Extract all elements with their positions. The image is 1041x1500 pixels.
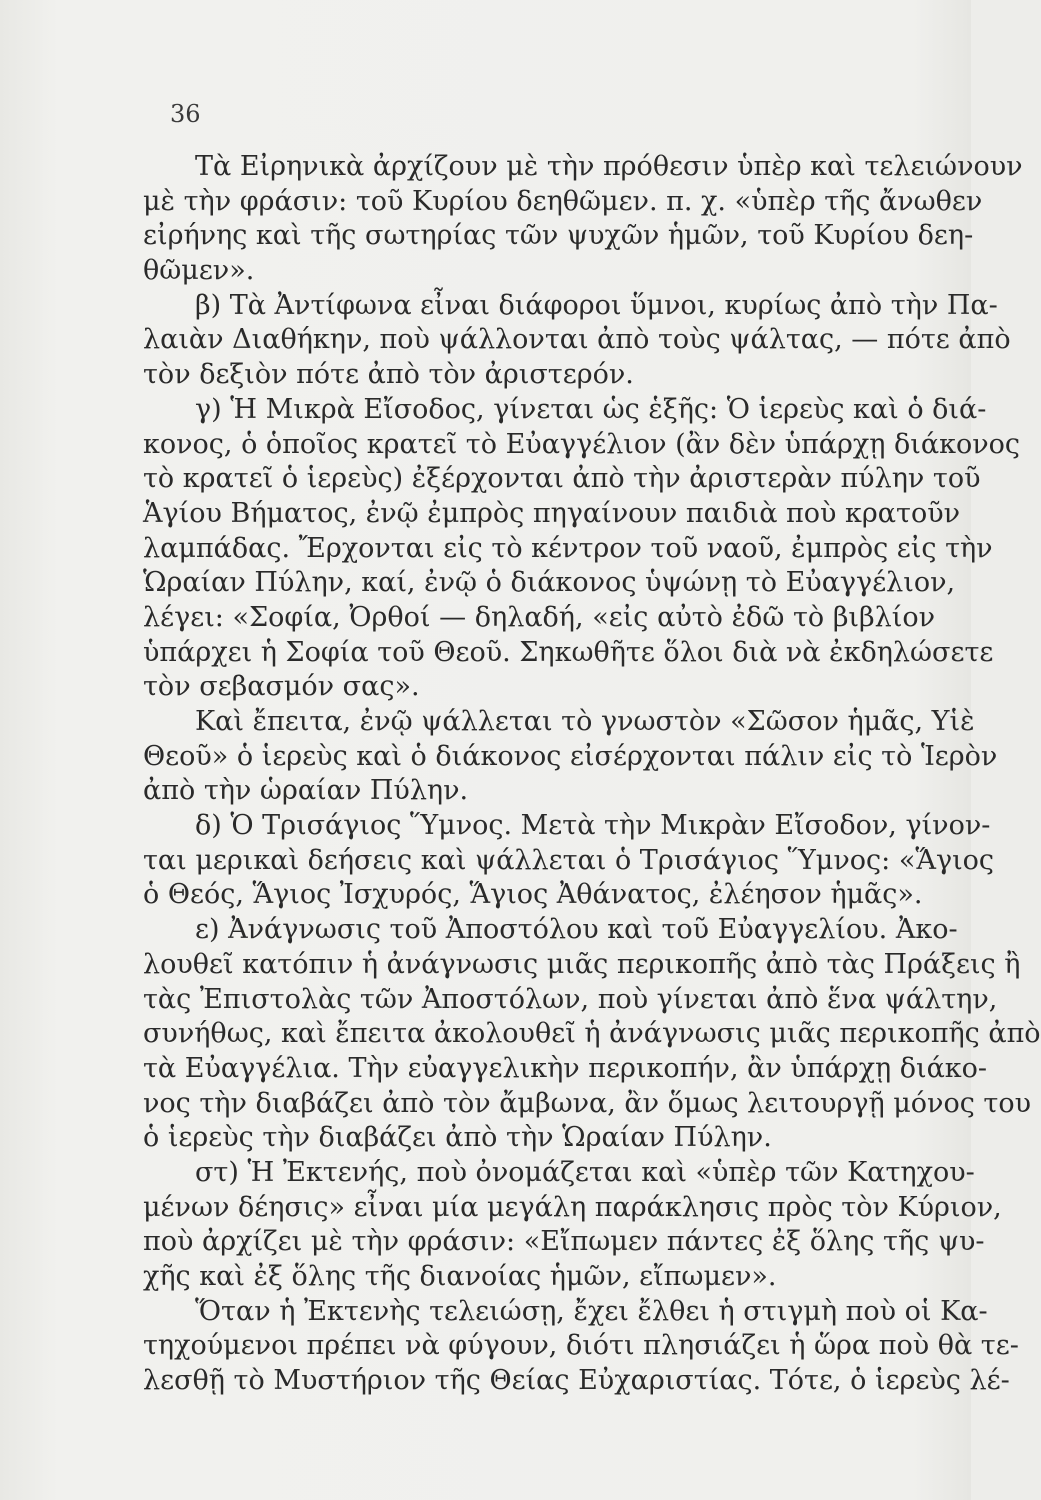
text-line: ὑπάρχει ἡ Σοφία τοῦ Θεοῦ. Σηκωθῆτε ὅλοι διὰ νὰ ἐκδηλώσετε (143, 636, 994, 668)
text-line: δ) Ὁ Τρισάγιος Ὕμνος. Μετὰ τὴν Μικρὰν Εἴσοδον, γίνον- (195, 810, 991, 842)
body-text (143, 150, 1041, 1399)
text-line: τηχούμενοι πρέπει νὰ φύγουν, διότι πλησιάζει ἡ ὥρα ποὺ θὰ τε- (143, 1330, 1019, 1362)
text-line: στ) Ἡ Ἐκτενής, ποὺ ὀνομάζεται καὶ «ὑπὲρ τῶν Κατηχου- (195, 1156, 975, 1188)
text-line: Καὶ ἔπειτα, ἐνῷ ψάλλεται τὸ γνωστὸν «Σῶσον ἡμᾶς, Υἱὲ (195, 706, 975, 737)
text-line: ὁ Θεός, Ἅγιος Ἰσχυρός, Ἅγιος Ἀθάνατος, ἐλέησον ἡμᾶς». (143, 879, 923, 911)
text-line: λαιὰν Διαθήκην, ποὺ ψάλλονται ἀπὸ τοὺς ψάλτας, — πότε ἀπὸ (143, 324, 1011, 356)
text-line: Τὰ Εἰρηνικὰ ἀρχίζουν μὲ τὴν πρόθεσιν ὑπὲρ καὶ τελειώνουν (195, 151, 1023, 182)
text-line: λαμπάδας. Ἔρχονται εἰς τὸ κέντρον τοῦ ναοῦ, ἐμπρὸς εἰς τὴν (143, 532, 993, 564)
text-line: νος τὴν διαβάζει ἀπὸ τὸν ἄμβωνα, ἂν ὅμως λειτουργῇ μόνος του (143, 1087, 1032, 1119)
text-line: συνήθως, καὶ ἔπειτα ἀκολουθεῖ ἡ ἀνάγνωσις μιᾶς περικοπῆς ἀπὸ (143, 1018, 1041, 1050)
text-line: ποὺ ἀρχίζει μὲ τὴν φράσιν: «Εἴπωμεν πάντες ἐξ ὅλης τῆς ψυ- (143, 1226, 985, 1258)
text-line: ἀπὸ τὴν ὡραίαν Πύλην. (143, 775, 469, 807)
text-line: Θεοῦ» ὁ ἱερεὺς καὶ ὁ διάκονος εἰσέρχονται πάλιν εἰς τὸ Ἱερὸν (143, 740, 998, 772)
page-number: 36 (170, 100, 201, 128)
text-line: ε) Ἀνάγνωσις τοῦ Ἀποστόλου καὶ τοῦ Εὐαγγελίου. Ἀκο- (195, 914, 958, 946)
text-line: τὸν δεξιὸν πότε ἀπὸ τὸν ἀριστερόν. (143, 359, 634, 391)
text-line: ται μερικαὶ δεήσεις καὶ ψάλλεται ὁ Τρισάγιος Ὕμνος: «Ἅγιος (143, 844, 995, 876)
text-line: τὰς Ἐπιστολὰς τῶν Ἀποστόλων, ποὺ γίνεται ἀπὸ ἕνα ψάλτην, (143, 983, 998, 1015)
text-line: β) Τὰ Ἀντίφωνα εἶναι διάφοροι ὕμνοι, κυρίως ἀπὸ τὴν Πα- (195, 289, 998, 321)
text-line: ὁ ἱερεὺς τὴν διαβάζει ἀπὸ τὴν Ὡραίαν Πύλην. (143, 1122, 772, 1154)
text-line: κονος, ὁ ὁποῖος κρατεῖ τὸ Εὐαγγέλιον (ἂν δὲν ὑπάρχῃ διάκονος (143, 428, 1021, 460)
text-line: τὰ Εὐαγγέλια. Τὴν εὐαγγελικὴν περικοπήν, ἂν ὑπάρχῃ διάκο- (143, 1052, 988, 1084)
text-line: λεσθῇ τὸ Μυστήριον τῆς Θείας Εὐχαριστίας. Τότε, ὁ ἱερεὺς λέ- (143, 1365, 1010, 1397)
text-line: γ) Ἡ Μικρὰ Εἴσοδος, γίνεται ὡς ἑξῆς: Ὁ ἱερεὺς καὶ ὁ διά- (195, 393, 987, 425)
text-line: Ἁγίου Βήματος, ἐνῷ ἐμπρὸς πηγαίνουν παιδιὰ ποὺ κρατοῦν (143, 497, 961, 529)
text-line: λουθεῖ κατόπιν ἡ ἀνάγνωσις μιᾶς περικοπῆς ἀπὸ τὰς Πράξεις ἢ (143, 948, 1021, 980)
text-line: λέγει: «Σοφία, Ὀρθοί — δηλαδή, «εἰς αὐτὸ ἐδῶ τὸ βιβλίον (143, 601, 935, 633)
text-line: Ὡραίαν Πύλην, καί, ἐνῷ ὁ διάκονος ὑψώνῃ τὸ Εὐαγγέλιον, (143, 567, 956, 599)
text-line: μὲ τὴν φράσιν: τοῦ Κυρίου δεηθῶμεν. π. χ. «ὑπὲρ τῆς ἄνωθεν (143, 185, 983, 217)
text-line: χῆς καὶ ἐξ ὅλης τῆς διανοίας ἡμῶν, εἴπωμεν». (143, 1261, 777, 1292)
text-line: τὸ κρατεῖ ὁ ἱερεὺς) ἐξέρχονται ἀπὸ τὴν ἀριστερὰν πύλην τοῦ (143, 463, 981, 495)
text-line: μένων δέησις» εἶναι μία μεγάλη παράκλησις πρὸς τὸν Κύριον, (143, 1191, 1002, 1223)
text-line: τὸν σεβασμόν σας». (143, 671, 420, 703)
text-line: θῶμεν». (143, 255, 255, 287)
text-line: εἰρήνης καὶ τῆς σωτηρίας τῶν ψυχῶν ἡμῶν, τοῦ Κυρίου δεη- (143, 220, 974, 252)
text-line: Ὅταν ἡ Ἐκτενὴς τελειώσῃ, ἔχει ἔλθει ἡ στιγμὴ ποὺ οἱ Κα- (195, 1295, 988, 1327)
